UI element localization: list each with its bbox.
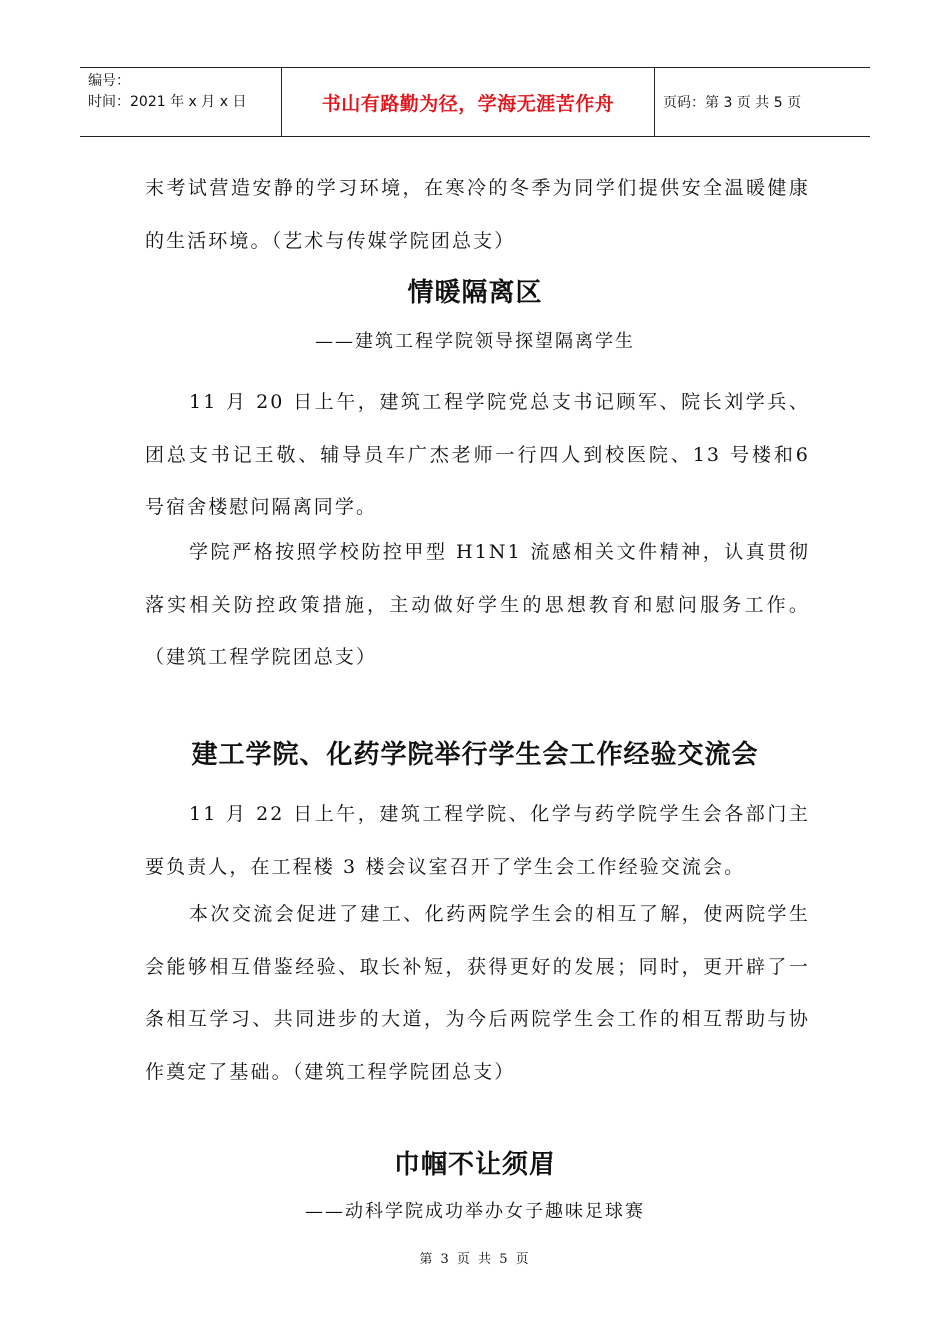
page-footer: 第 3 页 共 5 页	[419, 1252, 531, 1267]
header-meta	[80, 68, 282, 136]
header-motto: 书山有路勤为径，学海无涯苦作舟	[282, 68, 655, 136]
article-paragraph: 学院严格按照学校防控甲型 H1N1 流感相关文件精神，认真贯彻落实相关防控政策措施，主动做好学生的思想教育和慰问服务工作。（建筑工程学院团总支）	[145, 541, 810, 668]
article-paragraph: 11 月 22 日上午，建筑工程学院、化学与药学院学生会各部门主要负责人，在工程楼 3 楼会议室召开了学生会工作经验交流会。	[145, 803, 810, 878]
article-paragraph: 11 月 20 日上午，建筑工程学院党总支书记顾军、院长刘学兵、团总支书记王敬、辅导员车广杰老师一行四人到校医院、13 号楼和6 号宿舍楼慰问隔离同学。	[145, 391, 810, 518]
date-label: 时间：2021 年 x 月 x 日	[88, 94, 247, 110]
continuation-paragraph: 末考试营造安静的学习环境，在寒冷的冬季为同学们提供安全温暖健康的生活环境。（艺术与传媒学院团总支）	[145, 177, 810, 252]
article-subtitle: ——建筑工程学院领导探望隔离学生	[315, 331, 635, 352]
article-title: 巾帼不让须眉	[393, 1150, 556, 1180]
page-header	[80, 67, 870, 137]
article-title: 情暖隔离区	[407, 278, 543, 308]
header-page-info: 页码：第 3 页 共 5 页	[663, 95, 802, 111]
serial-number-label: 编号：	[88, 73, 130, 89]
article-subtitle: ——动科学院成功举办女子趣味足球赛	[305, 1201, 645, 1222]
article-paragraph: 本次交流会促进了建工、化药两院学生会的相互了解，使两院学生会能够相互借鉴经验、取长补短，获得更好的发展；同时，更开辟了一条相互学习、共同进步的大道，为今后两院学生会工作的相互帮助与协作奠定了基础。（建筑工程学院团总支）	[145, 903, 810, 1083]
article-title: 建工学院、化药学院举行学生会工作经验交流会	[191, 740, 759, 770]
